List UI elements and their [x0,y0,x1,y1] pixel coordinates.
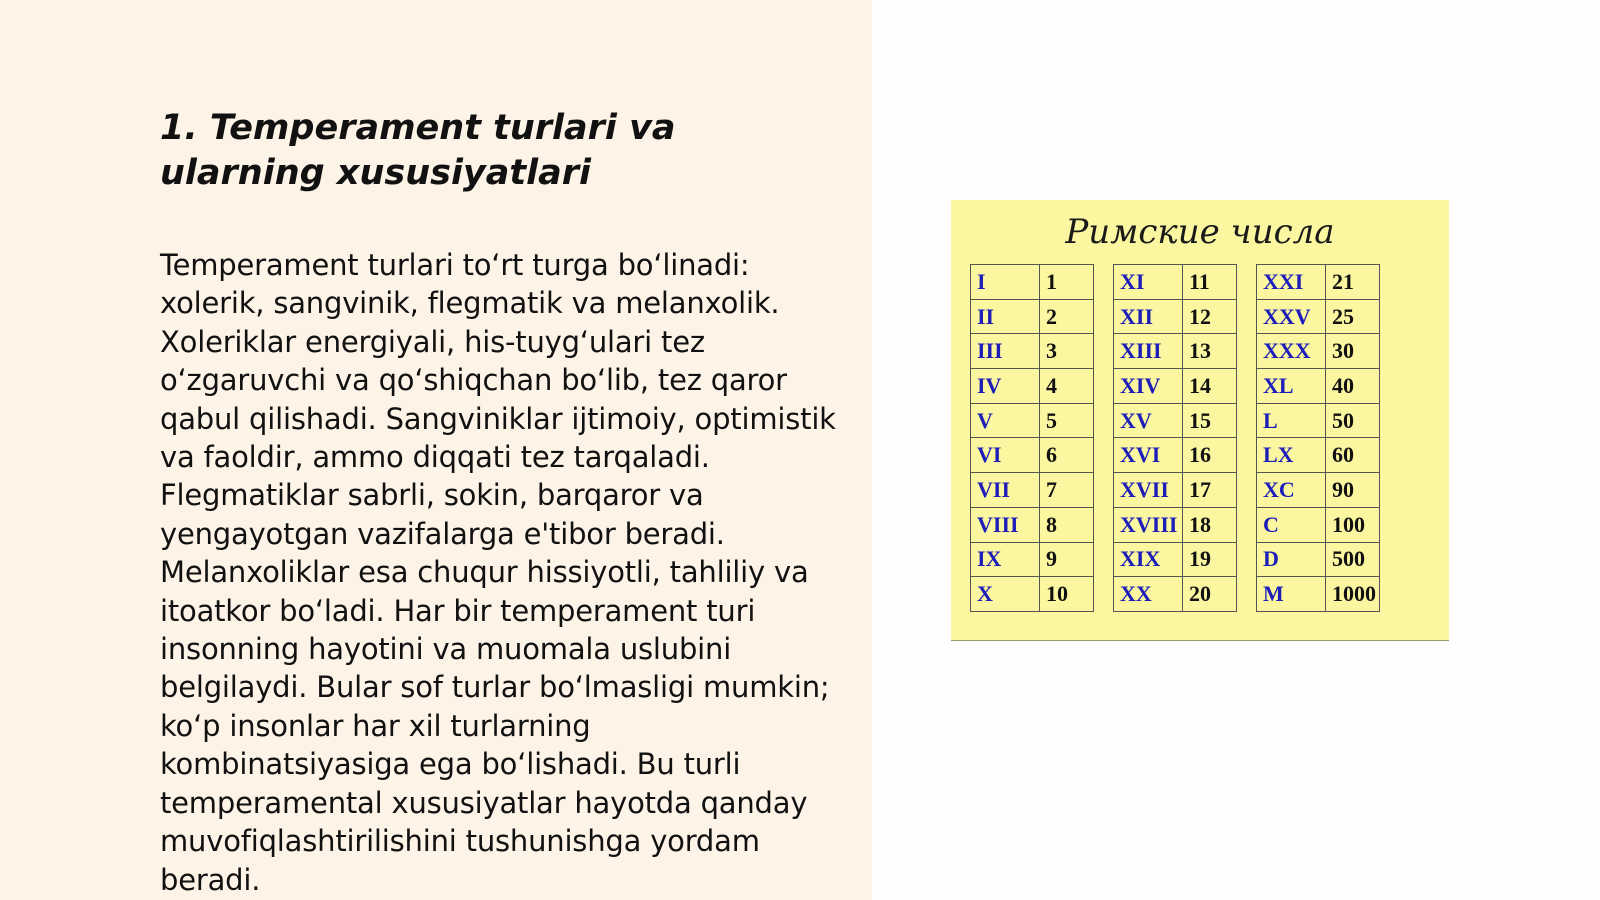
column-gap [1094,507,1114,542]
arabic-value-cell: 90 [1326,473,1380,508]
arabic-value-cell: 2 [1040,299,1094,334]
column-gap [1094,473,1114,508]
arabic-value-cell: 13 [1183,334,1237,369]
arabic-value-cell: 25 [1326,299,1380,334]
roman-numeral-cell: II [971,299,1040,334]
roman-numeral-cell: XXV [1257,299,1326,334]
arabic-value-cell: 40 [1326,369,1380,404]
column-gap [1094,438,1114,473]
table-row [971,334,1380,369]
column-gap [1094,265,1114,300]
arabic-value-cell: 17 [1183,473,1237,508]
arabic-value-cell: 18 [1183,507,1237,542]
roman-numeral-cell: L [1257,403,1326,438]
arabic-value-cell: 100 [1326,507,1380,542]
arabic-value-cell: 20 [1183,577,1237,612]
roman-numeral-cell: C [1257,507,1326,542]
arabic-value-cell: 60 [1326,438,1380,473]
table-row [971,542,1380,577]
arabic-value-cell: 16 [1183,438,1237,473]
column-gap [1237,507,1257,542]
roman-numeral-cell: XV [1114,403,1183,438]
roman-numerals-image [951,200,1449,640]
table-row [971,577,1380,612]
roman-numeral-cell: XXX [1257,334,1326,369]
arabic-value-cell: 8 [1040,507,1094,542]
column-gap [1237,542,1257,577]
arabic-value-cell: 4 [1040,369,1094,404]
roman-numeral-cell: III [971,334,1040,369]
column-gap [1237,369,1257,404]
roman-numeral-cell: XVIII [1114,507,1183,542]
roman-numeral-cell: XX [1114,577,1183,612]
roman-numeral-cell: VIII [971,507,1040,542]
arabic-value-cell: 500 [1326,542,1380,577]
table-row [971,438,1380,473]
column-gap [1094,334,1114,369]
roman-numeral-cell: XII [1114,299,1183,334]
column-gap [1237,334,1257,369]
arabic-value-cell: 15 [1183,403,1237,438]
roman-numeral-cell: D [1257,542,1326,577]
table-row [971,265,1380,300]
column-gap [1237,403,1257,438]
column-gap [1237,438,1257,473]
roman-numeral-cell: I [971,265,1040,300]
arabic-value-cell: 21 [1326,265,1380,300]
roman-numeral-cell: X [971,577,1040,612]
arabic-value-cell: 7 [1040,473,1094,508]
arabic-value-cell: 5 [1040,403,1094,438]
roman-numeral-cell: LX [1257,438,1326,473]
column-gap [1094,542,1114,577]
column-gap [1237,265,1257,300]
column-gap [1094,299,1114,334]
roman-numeral-cell: XL [1257,369,1326,404]
column-gap [1237,577,1257,612]
arabic-value-cell: 12 [1183,299,1237,334]
roman-numeral-cell: M [1257,577,1326,612]
column-gap [1094,369,1114,404]
roman-numeral-cell: XXI [1257,265,1326,300]
arabic-value-cell: 50 [1326,403,1380,438]
table-row [971,473,1380,508]
arabic-value-cell: 19 [1183,542,1237,577]
roman-numeral-cell: XVI [1114,438,1183,473]
table-row [971,369,1380,404]
arabic-value-cell: 6 [1040,438,1094,473]
table-row [971,507,1380,542]
arabic-value-cell: 10 [1040,577,1094,612]
slide-title: 1. Temperament turlari va ularning xususiyatlari [160,108,676,193]
arabic-value-cell: 14 [1183,369,1237,404]
table-row [971,299,1380,334]
roman-numerals-title: Римские числа [1065,212,1335,252]
roman-numeral-cell: IX [971,542,1040,577]
arabic-value-cell: 9 [1040,542,1094,577]
column-gap [1094,403,1114,438]
arabic-value-cell: 3 [1040,334,1094,369]
roman-numeral-cell: XI [1114,265,1183,300]
arabic-value-cell: 11 [1183,265,1237,300]
column-gap [1094,577,1114,612]
arabic-value-cell: 1 [1040,265,1094,300]
roman-numeral-cell: XIV [1114,369,1183,404]
table-row [971,403,1380,438]
roman-numeral-cell: XVII [1114,473,1183,508]
column-gap [1237,299,1257,334]
column-gap [1237,473,1257,508]
roman-numeral-cell: IV [971,369,1040,404]
arabic-value-cell: 30 [1326,334,1380,369]
roman-numeral-cell: XIII [1114,334,1183,369]
arabic-value-cell: 1000 [1326,577,1380,612]
roman-numeral-cell: VI [971,438,1040,473]
body-paragraph: Temperament turlari to‘rt turga bo‘linadi: xolerik, sangvinik, flegmatik va melanxolik. Xoleriklar energiyali, his-tuyg‘ulari tez o‘zgaruvchi va qo‘shiqchan bo‘lib, tez qaror qabul qilishadi. Sangviniklar ijtimoiy, optimistik va faoldir, ammo diqqati tez tarqaladi. Flegmatiklar sabrli, sokin, barqaror va yengayotgan vazifalarga e'tibor beradi. Melanxoliklar esa chuqur hissiyotli, tahliliy va itoatkor bo‘ladi. Har bir temperament turi insonning hayotini va muomala uslubini belgilaydi. Bular sof turlar bo‘lmasligi mumkin; ko‘p insonlar har xil turlarning kombinatsiyasiga ega bo‘lishadi. Bu turli temperamental xususiyatlar hayotda qanday muvofiqlashtirilishini tushunishga yordam beradi. [160,248,836,897]
roman-numeral-cell: XIX [1114,542,1183,577]
roman-numeral-cell: VII [971,473,1040,508]
roman-numeral-cell: XC [1257,473,1326,508]
roman-numeral-cell: V [971,403,1040,438]
roman-numerals-table [970,264,1380,612]
